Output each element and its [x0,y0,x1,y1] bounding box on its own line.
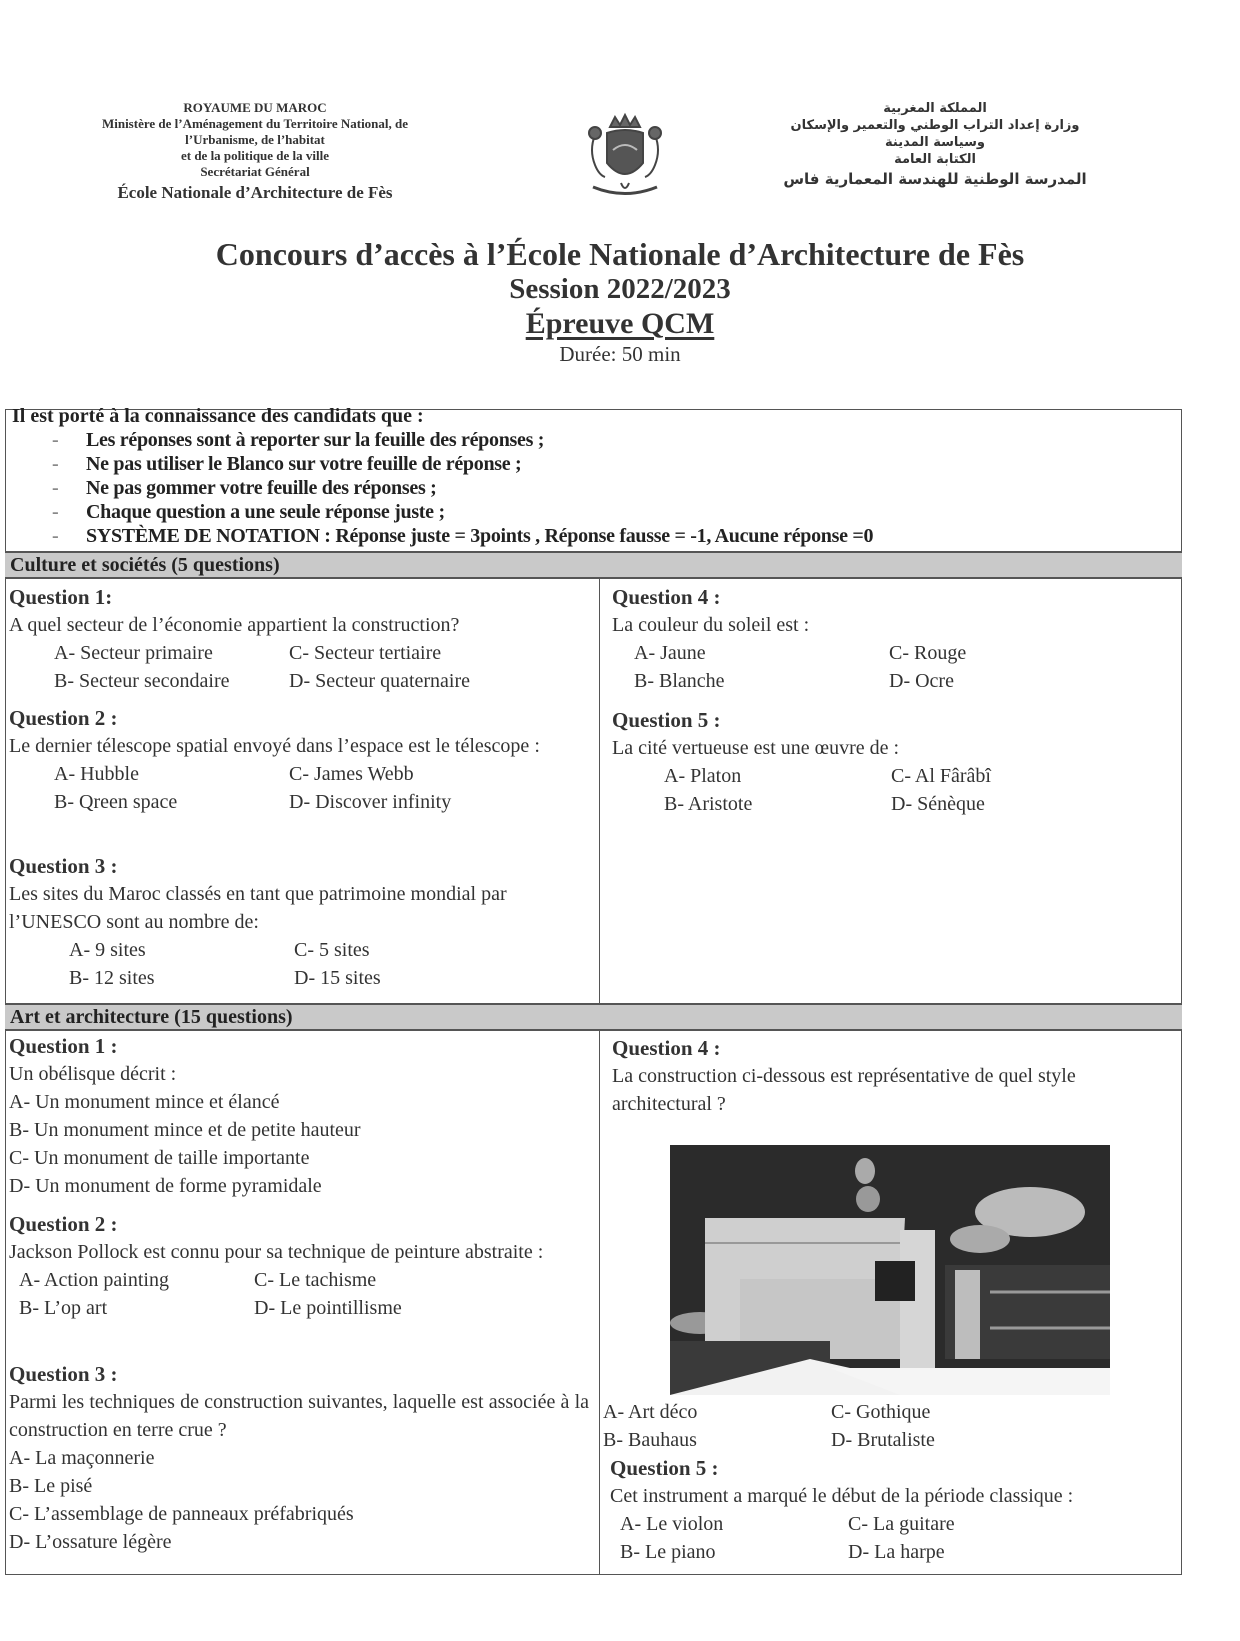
question-culture-2 [9,704,584,816]
option-a[interactable]: A- Secteur primaire [54,642,213,664]
bullet-dash: - [52,429,59,451]
option-a[interactable]: A- Hubble [54,763,139,785]
section-header-art: Art et architecture (15 questions) [5,1003,1182,1031]
option-b[interactable]: B- Le pisé [9,1475,93,1497]
bullet-dash: - [52,453,59,475]
option-a[interactable]: A- Le violon [620,1513,724,1535]
question-label: Question 1: [9,585,113,609]
option-c[interactable]: C- Al Fârâbî [891,765,991,787]
question-text: La construction ci-dessous est représentative de quel style architectural ? [612,1065,1076,1115]
header-left-french [55,100,455,204]
question-label: Question 5 : [610,1456,719,1480]
option-c[interactable]: C- La guitare [848,1513,955,1535]
notice-lead: Il est porté à la connaissance des candidats que : [12,405,424,427]
question-text: Un obélisque décrit : [9,1063,177,1085]
kingdom-name-arabic: المملكة المغربية [883,101,987,116]
option-a[interactable]: A- Art déco [603,1401,698,1423]
option-b[interactable]: B- 12 sites [69,967,155,989]
ministry-line: l’Urbanisme, de l’habitat [185,132,325,147]
ministry-line-arabic: وزارة إعداد التراب الوطني والتعمير والإسكان [790,118,1080,133]
question-art-5 [610,1454,1180,1566]
option-b[interactable]: B- Le piano [620,1541,716,1563]
column-divider [599,579,600,1003]
option-d[interactable]: D- La harpe [848,1541,945,1563]
option-a[interactable]: A- Action painting [19,1269,169,1291]
option-d[interactable]: D- 15 sites [294,967,381,989]
question-label: Question 3 : [9,1362,118,1386]
option-b[interactable]: B- Secteur secondaire [54,670,230,692]
option-c[interactable]: C- James Webb [289,763,414,785]
question-label: Question 1 : [9,1034,118,1058]
question-label: Question 4 : [612,1036,721,1060]
brutalist-building-photo [670,1145,1110,1395]
column-divider [599,1031,600,1575]
notice-item [8,428,1178,452]
question-text: Le dernier télescope spatial envoyé dans l’espace est le télescope : [9,735,540,757]
option-d[interactable]: D- Ocre [889,670,954,692]
ministry-line: Ministère de l’Aménagement du Territoire National, de [101,116,409,131]
notice-item [8,524,1178,548]
bullet-dash: - [52,477,59,499]
question-text: Parmi les techniques de construction suivantes, laquelle est associée à la construction en terre crue ? [9,1391,589,1441]
option-b[interactable]: B- Blanche [634,670,725,692]
question-art-2 [9,1210,589,1322]
question-text: La couleur du soleil est : [612,614,810,636]
bullet-dash: - [52,525,59,547]
question-art-4 [612,1034,1172,1118]
question-label: Question 4 : [612,585,721,609]
question-art-1 [9,1032,594,1200]
question-culture-1 [9,583,594,695]
option-b[interactable]: B- Bauhaus [603,1429,697,1451]
option-d[interactable]: D- L’ossature légère [9,1531,172,1553]
candidate-notice [8,404,1178,548]
question-culture-4 [612,583,1172,695]
question-text: La cité vertueuse est une œuvre de : [612,737,900,759]
notice-text: Ne pas utiliser le Blanco sur votre feuille de réponse ; [86,453,522,475]
kingdom-name: ROYAUME DU MAROC [183,100,327,115]
notice-text: Les réponses sont à reporter sur la feuille des réponses ; [86,429,545,451]
question-art-4-options [595,1398,1175,1454]
question-text: Les sites du Maroc classés en tant que patrimoine mondial par l’UNESCO sont au nombre de: [9,883,507,933]
notice-item [8,500,1178,524]
option-b[interactable]: B- L’op art [19,1297,108,1319]
option-c[interactable]: C- Le tachisme [254,1269,377,1291]
question-text: A quel secteur de l’économie appartient la construction? [9,614,460,636]
question-text: Cet instrument a marqué le début de la période classique : [610,1485,1074,1507]
option-c[interactable]: C- Un monument de taille importante [9,1147,310,1169]
option-d[interactable]: D- Un monument de forme pyramidale [9,1175,322,1197]
option-d[interactable]: D- Secteur quaternaire [289,670,471,692]
exam-title: Concours d’accès à l’École Nationale d’Architecture de Fès [215,236,1025,272]
option-a[interactable]: A- 9 sites [69,939,146,961]
option-a[interactable]: A- La maçonnerie [9,1447,155,1469]
section-header-culture: Culture et sociétés (5 questions) [5,551,1182,579]
option-d[interactable]: D- Brutaliste [831,1429,935,1451]
option-c[interactable]: C- Secteur tertiaire [289,642,442,664]
notice-text: SYSTÈME DE NOTATION : Réponse juste = 3points , Réponse fausse = -1, Aucune réponse =0 [86,525,874,547]
option-c[interactable]: C- 5 sites [294,939,370,961]
exam-duration: Durée: 50 min [559,342,681,366]
notice-item [8,452,1178,476]
school-name: École Nationale d’Architecture de Fès [117,183,393,202]
exam-type: Épreuve QCM [525,307,715,340]
option-d[interactable]: D- Sénèque [891,793,985,815]
option-c[interactable]: C- Rouge [889,642,967,664]
question-label: Question 3 : [9,854,118,878]
header-right-arabic [760,100,1110,190]
option-c[interactable]: C- L’assemblage de panneaux préfabriqués [9,1503,354,1525]
question-label: Question 5 : [612,708,721,732]
option-c[interactable]: C- Gothique [831,1401,931,1423]
option-a[interactable]: A- Jaune [634,642,706,664]
secretariat: Secrétariat Général [200,164,310,179]
notice-text: Chaque question a une seule réponse juste ; [86,501,445,523]
question-culture-3 [9,852,509,992]
option-a[interactable]: A- Platon [664,765,742,787]
option-b[interactable]: B- Un monument mince et de petite hauteur [9,1119,361,1141]
ministry-line: et de la politique de la ville [180,148,330,163]
question-art-3 [9,1360,589,1556]
ministry-line-arabic: وسياسة المدينة [885,135,985,150]
coat-of-arms-emblem [575,105,675,205]
question-label: Question 2 : [9,706,118,730]
option-d[interactable]: D- Discover infinity [289,791,452,813]
option-b[interactable]: B- Qreen space [54,791,178,813]
exam-session: Session 2022/2023 [509,273,731,305]
secretariat-arabic: الكتابة العامة [894,152,976,167]
notice-text: Ne pas gommer votre feuille des réponses ; [86,477,437,499]
notice-item [8,476,1178,500]
question-label: Question 2 : [9,1212,118,1236]
school-name-arabic: المدرسة الوطنية للهندسة المعمارية فاس [783,170,1087,188]
bullet-dash: - [52,501,59,523]
option-a[interactable]: A- Un monument mince et élancé [9,1091,280,1113]
option-b[interactable]: B- Aristote [664,793,753,815]
question-culture-5 [612,706,1172,818]
exam-title-block [0,236,1240,366]
question-text: Jackson Pollock est connu pour sa technique de peinture abstraite : [9,1241,544,1263]
option-d[interactable]: D- Le pointillisme [254,1297,402,1319]
